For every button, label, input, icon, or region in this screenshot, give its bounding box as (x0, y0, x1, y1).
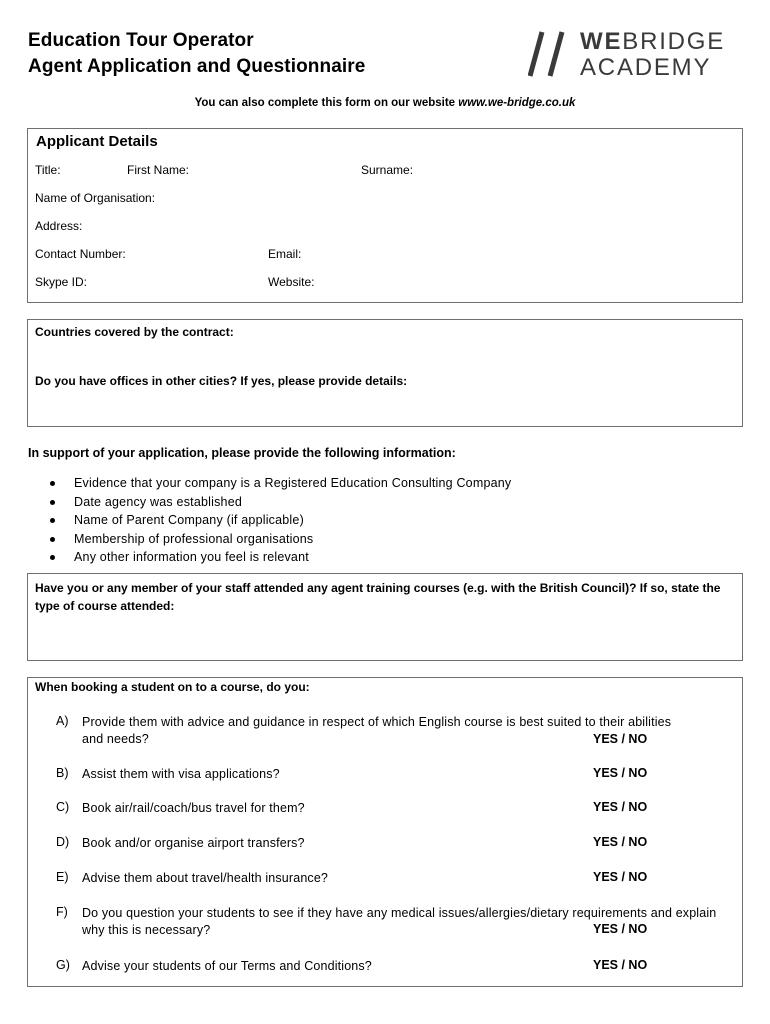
question-c-answer[interactable]: YES / NO (593, 800, 648, 814)
logo-wordmark-bottom: ACADEMY (580, 54, 712, 81)
support-heading: In support of your application, please provide the following information: (28, 446, 456, 460)
question-g-answer[interactable]: YES / NO (593, 958, 648, 972)
website-field-label[interactable]: Website: (268, 275, 315, 289)
applicant-details-box (27, 128, 743, 303)
website-note (0, 97, 770, 109)
other-offices-label[interactable]: Do you have offices in other cities? If yes, please provide details: (35, 374, 408, 388)
website-note-text: You can also complete this form on our website (194, 97, 459, 109)
applicant-details-heading: Applicant Details (36, 133, 158, 150)
question-g-text: Advise your students of our Terms and Conditions? (82, 959, 372, 973)
contact-number-field-label[interactable]: Contact Number: (35, 247, 126, 261)
first-name-field-label[interactable]: First Name: (127, 163, 190, 177)
training-courses-box (27, 573, 743, 661)
email-field-label[interactable]: Email: (268, 247, 302, 261)
logo-wordmark-top (580, 30, 725, 54)
logo-wordmark-bridge: BRIDGE (622, 28, 726, 55)
list-item-text: Evidence that your company is a Registered Education Consulting Company (74, 476, 512, 490)
list-item (50, 530, 511, 549)
question-b-letter: B) (56, 766, 69, 780)
organisation-field-label[interactable]: Name of Organisation: (35, 191, 156, 205)
address-field-label[interactable]: Address: (35, 219, 83, 233)
list-item-text: Any other information you feel is relevant (74, 550, 309, 564)
skype-id-field-label[interactable]: Skype ID: (35, 275, 88, 289)
question-c-text: Book air/rail/coach/bus travel for them? (82, 801, 305, 815)
question-b-answer[interactable]: YES / NO (593, 766, 648, 780)
question-a-text: Provide them with advice and guidance in respect of which English course is best suited to their abilities and needs? (82, 715, 672, 746)
list-item (50, 493, 511, 512)
page-title-line-2: Agent Application and Questionnaire (28, 56, 366, 77)
question-a-answer[interactable]: YES / NO (593, 732, 648, 746)
page-title-line-1: Education Tour Operator (28, 30, 254, 51)
question-c-letter: C) (56, 800, 70, 814)
booking-heading: When booking a student on to a course, do you: (35, 680, 310, 694)
list-item (50, 511, 511, 530)
bullet-icon (50, 481, 55, 486)
bullet-icon (50, 500, 55, 505)
list-item-text: Membership of professional organisations (74, 531, 314, 546)
website-link[interactable]: www.we-bridge.co.uk (458, 97, 576, 109)
list-item (50, 474, 511, 493)
question-d-text: Book and/or organise airport transfers? (82, 836, 305, 850)
question-e-letter: E) (56, 870, 69, 884)
bullet-icon (50, 555, 55, 560)
list-item (50, 548, 511, 567)
countries-covered-label[interactable]: Countries covered by the contract: (35, 325, 234, 339)
webridge-academy-logo (528, 28, 748, 80)
training-courses-question[interactable]: Have you or any member of your staff attended any agent training courses (e.g. with the British Council)? If so, state the type of course attended: (35, 581, 721, 613)
list-item-text: Name of Parent Company (if applicable) (74, 513, 304, 527)
question-e-answer[interactable]: YES / NO (593, 870, 648, 884)
bullet-icon (50, 518, 55, 523)
surname-field-label[interactable]: Surname: (361, 163, 414, 177)
question-f-letter: F) (56, 905, 68, 919)
question-f-text: Do you question your students to see if they have any medical issues/allergies/dietary requirements and explain why this is necessary? (82, 906, 717, 937)
question-f-answer[interactable]: YES / NO (593, 922, 648, 936)
question-b-text: Assist them with visa applications? (82, 767, 280, 781)
question-d-answer[interactable]: YES / NO (593, 835, 648, 849)
question-e-text: Advise them about travel/health insurance? (82, 871, 329, 885)
countries-box (27, 319, 743, 427)
question-g-letter: G) (56, 958, 70, 972)
question-d-letter: D) (56, 835, 70, 849)
title-field-label[interactable]: Title: (35, 163, 61, 177)
logo-wordmark-we: WE (580, 28, 623, 55)
bullet-icon (50, 537, 55, 542)
support-items-list (50, 474, 511, 567)
double-slash-logo-icon (528, 30, 574, 78)
question-a-letter: A) (56, 714, 69, 728)
list-item-text: Date agency was established (74, 494, 242, 509)
